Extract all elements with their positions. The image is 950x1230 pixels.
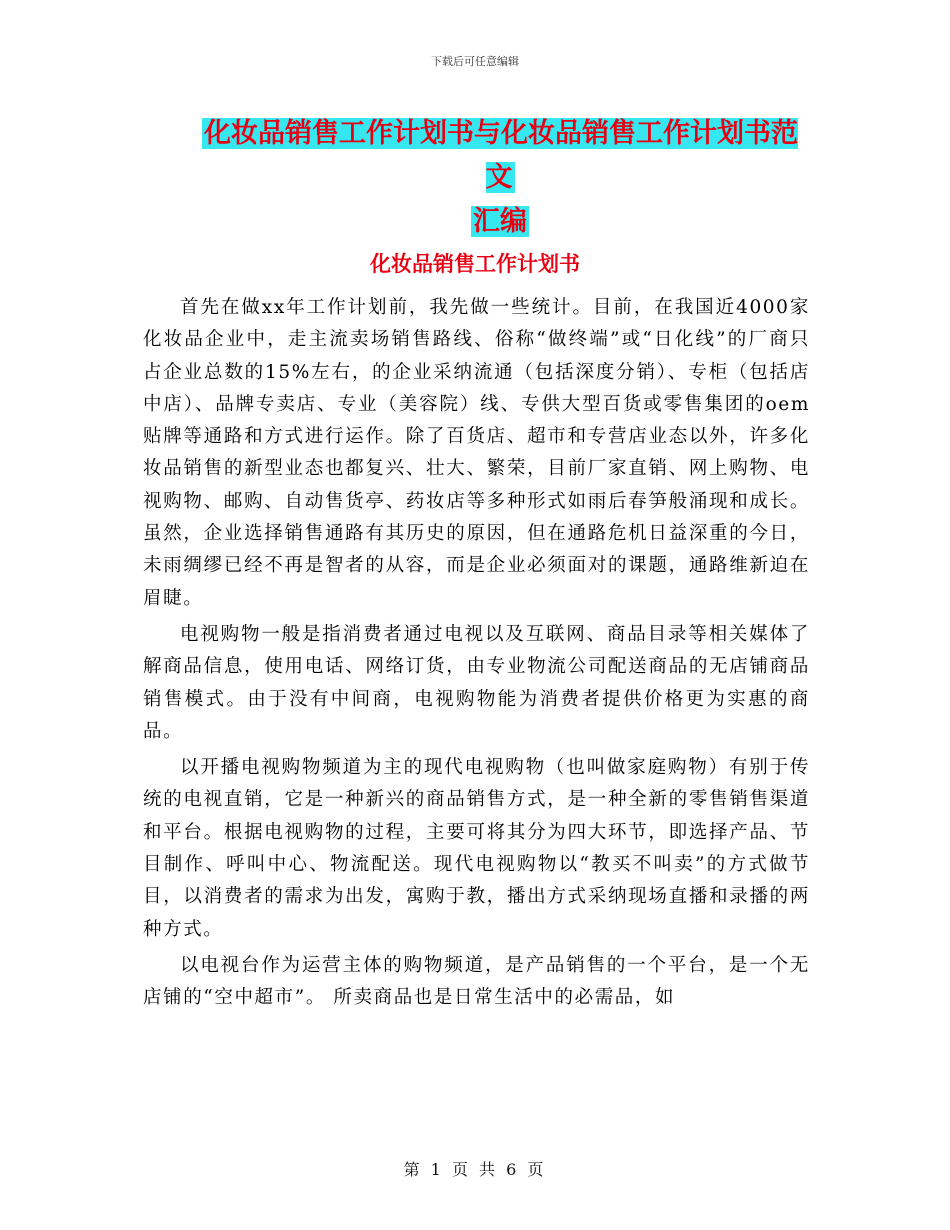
document-title-line-2: 汇编 [473,206,527,237]
page-header-note: 下载后可任意编辑 [431,55,519,68]
document-title-line-1: 化妆品销售工作计划书与化妆品销售工作计划书范文 [204,118,798,193]
page-footer: 第 1 页 共 6 页 [403,1160,547,1179]
body-paragraph: 以电视台作为运营主体的购物频道，是产品销售的一个平台，是一个无店铺的“空中超市”。 所卖商品也是日常生活中的必需品，如 [143,954,810,1009]
document-title [190,112,810,244]
body-paragraph: 电视购物一般是指消费者通过电视以及互联网、商品目录等相关媒体了解商品信息，使用电话、网络订货，由专业物流公司配送商品的无店铺商品销售模式。由于没有中间商，电视购物能为消费者提供价格更为实惠的商品。 [143,623,810,742]
body-paragraph: 以开播电视购物频道为主的现代电视购物（也叫做家庭购物）有别于传统的电视直销，它是一种新兴的商品销售方式，是一种全新的零售销售渠道和平台。根据电视购物的过程，主要可将其分为四大环节，即选择产品、节目制作、呼叫中心、物流配送。现代电视购物以“教买不叫卖”的方式做节目，以消费者的需求为出发，寓购于教，播出方式采纳现场直播和录播的两种方式。 [143,757,810,940]
section-title: 化妆品销售工作计划书 [370,252,580,276]
document-body [143,292,810,1019]
body-paragraph: 首先在做xx年工作计划前，我先做一些统计。目前，在我国近4000家化妆品企业中，走主流卖场销售路线、俗称“做终端”或“日化线”的厂商只占企业总数的15%左右，的企业采纳流通（包括深度分销）、专柜（包括店中店）、品牌专卖店、专业（美容院）线、专供大型百货或零售集团的oem贴牌等通路和方式进行运作。除了百货店、超市和专营店业态以外，许多化妆品销售的新型业态也都复兴、壮大、繁荣，目前厂家直销、网上购物、电视购物、邮购、自动售货亭、药妆店等多种形式如雨后春笋般涌现和成长。虽然，企业选择销售通路有其历史的原因，但在通路危机日益深重的今日，未雨绸缪已经不再是智者的从容，而是企业必须面对的课题，通路维新迫在眉睫。 [143,297,810,609]
